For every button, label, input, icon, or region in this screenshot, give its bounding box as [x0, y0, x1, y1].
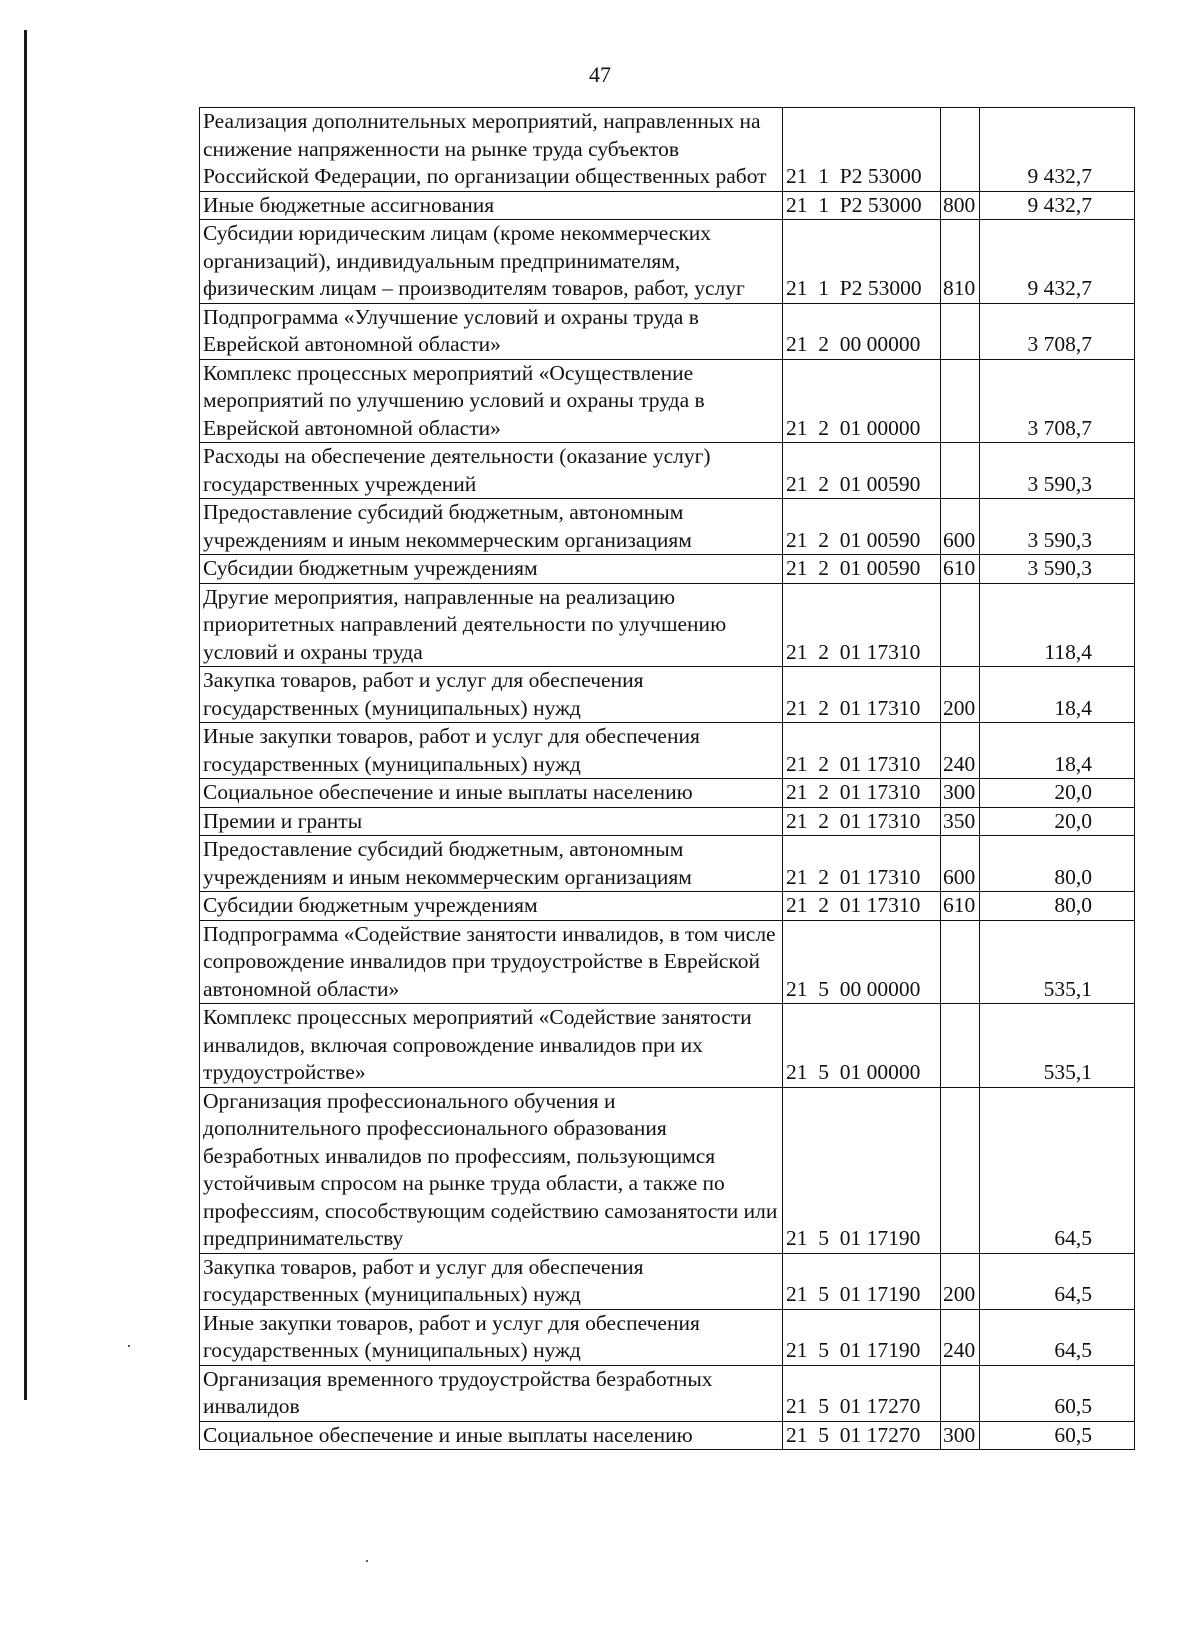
table-row [200, 220, 1135, 304]
row-type-cell: 610 [941, 555, 980, 584]
row-amount-cell: 64,5 [980, 1087, 1135, 1253]
budget-table-body [200, 108, 1135, 1450]
row-name-cell: Расходы на обеспечение деятельности (оказание услуг) государственных учреждений [200, 443, 783, 499]
row-name-cell: Иные закупки товаров, работ и услуг для обеспечения государственных (муниципальных) нужд [200, 1309, 783, 1365]
row-type-cell: 610 [941, 892, 980, 921]
row-name-cell: Комплекс процессных мероприятий «Осуществление мероприятий по улучшению условий и охраны труда в Еврейской автономной области» [200, 359, 783, 443]
row-amount-cell: 20,0 [980, 807, 1135, 836]
row-amount-cell: 3 708,7 [980, 359, 1135, 443]
table-row [200, 555, 1135, 584]
row-name-cell: Социальное обеспечение и иные выплаты населению [200, 1421, 783, 1450]
row-name-cell: Иные закупки товаров, работ и услуг для обеспечения государственных (муниципальных) нужд [200, 723, 783, 779]
row-amount-cell: 535,1 [980, 920, 1135, 1004]
row-amount-cell: 9 432,7 [980, 220, 1135, 304]
row-name-cell: Подпрограмма «Улучшение условий и охраны труда в Еврейской автономной области» [200, 303, 783, 359]
row-code-cell: 21 5 01 17190 [783, 1253, 941, 1309]
row-amount-cell: 9 432,7 [980, 108, 1135, 192]
row-code-cell: 21 2 01 17310 [783, 836, 941, 892]
row-type-cell: 810 [941, 220, 980, 304]
row-type-cell [941, 583, 980, 667]
row-type-cell: 800 [941, 191, 980, 220]
table-row [200, 108, 1135, 192]
row-name-cell: Предоставление субсидий бюджетным, автономным учреждениям и иным некоммерческим организациям [200, 836, 783, 892]
row-amount-cell: 3 708,7 [980, 303, 1135, 359]
row-name-cell: Организация профессионального обучения и дополнительного профессионального образования безработных инвалидов по профессиям, пользующимся устойчивым спросом на рынке труда области, а также по профессиям, способствующим содействию самозанятости или предпринимательству [200, 1087, 783, 1253]
row-amount-cell: 3 590,3 [980, 499, 1135, 555]
row-type-cell: 200 [941, 1253, 980, 1309]
table-row [200, 1087, 1135, 1253]
row-code-cell: 21 1 Р2 53000 [783, 108, 941, 192]
row-amount-cell: 3 590,3 [980, 555, 1135, 584]
table-row [200, 723, 1135, 779]
row-amount-cell: 118,4 [980, 583, 1135, 667]
row-amount-cell: 60,5 [980, 1421, 1135, 1450]
row-code-cell: 21 2 01 17310 [783, 807, 941, 836]
table-row [200, 892, 1135, 921]
row-name-cell: Подпрограмма «Содействие занятости инвалидов, в том числе сопровождение инвалидов при трудоустройстве в Еврейской автономной области» [200, 920, 783, 1004]
table-row [200, 1253, 1135, 1309]
row-name-cell: Другие мероприятия, направленные на реализацию приоритетных направлений деятельности по улучшению условий и охраны труда [200, 583, 783, 667]
table-row [200, 499, 1135, 555]
row-type-cell [941, 108, 980, 192]
row-type-cell: 600 [941, 499, 980, 555]
table-row [200, 667, 1135, 723]
row-type-cell [941, 920, 980, 1004]
row-name-cell: Субсидии бюджетным учреждениям [200, 555, 783, 584]
row-type-cell [941, 1365, 980, 1421]
row-code-cell: 21 2 01 17310 [783, 583, 941, 667]
row-code-cell: 21 2 01 00590 [783, 443, 941, 499]
budget-table [199, 107, 1135, 1450]
row-code-cell: 21 5 00 00000 [783, 920, 941, 1004]
row-amount-cell: 9 432,7 [980, 191, 1135, 220]
row-name-cell: Организация временного трудоустройства безработных инвалидов [200, 1365, 783, 1421]
row-name-cell: Закупка товаров, работ и услуг для обеспечения государственных (муниципальных) нужд [200, 1253, 783, 1309]
row-name-cell: Социальное обеспечение и иные выплаты населению [200, 779, 783, 808]
row-name-cell: Предоставление субсидий бюджетным, автономным учреждениям и иным некоммерческим организациям [200, 499, 783, 555]
row-code-cell: 21 2 01 17310 [783, 779, 941, 808]
table-row [200, 303, 1135, 359]
row-code-cell: 21 2 01 00000 [783, 359, 941, 443]
row-name-cell: Субсидии бюджетным учреждениям [200, 892, 783, 921]
row-amount-cell: 18,4 [980, 667, 1135, 723]
row-amount-cell: 18,4 [980, 723, 1135, 779]
row-code-cell: 21 5 01 17190 [783, 1087, 941, 1253]
row-type-cell [941, 443, 980, 499]
table-row [200, 443, 1135, 499]
page-number: 47 [589, 62, 611, 87]
row-amount-cell: 64,5 [980, 1253, 1135, 1309]
row-type-cell [941, 1004, 980, 1088]
row-amount-cell: 535,1 [980, 1004, 1135, 1088]
table-row [200, 191, 1135, 220]
row-type-cell [941, 1087, 980, 1253]
row-amount-cell: 20,0 [980, 779, 1135, 808]
row-code-cell: 21 2 01 17310 [783, 723, 941, 779]
row-type-cell: 200 [941, 667, 980, 723]
scan-speck [128, 1345, 130, 1347]
row-code-cell: 21 2 00 00000 [783, 303, 941, 359]
row-code-cell: 21 5 01 17270 [783, 1421, 941, 1450]
row-name-cell: Субсидии юридическим лицам (кроме некоммерческих организаций), индивидуальным предпринимателям, физическим лицам – производителям товаров, работ, услуг [200, 220, 783, 304]
row-code-cell: 21 2 01 00590 [783, 499, 941, 555]
table-row [200, 920, 1135, 1004]
table-row [200, 583, 1135, 667]
row-code-cell: 21 5 01 17190 [783, 1309, 941, 1365]
row-code-cell: 21 5 01 17270 [783, 1365, 941, 1421]
row-type-cell [941, 303, 980, 359]
table-row [200, 1421, 1135, 1450]
row-type-cell: 350 [941, 807, 980, 836]
table-row [200, 779, 1135, 808]
row-type-cell: 600 [941, 836, 980, 892]
row-amount-cell: 80,0 [980, 892, 1135, 921]
row-name-cell: Комплекс процессных мероприятий «Содействие занятости инвалидов, включая сопровождение инвалидов при их трудоустройстве» [200, 1004, 783, 1088]
table-row [200, 359, 1135, 443]
row-name-cell: Закупка товаров, работ и услуг для обеспечения государственных (муниципальных) нужд [200, 667, 783, 723]
row-amount-cell: 64,5 [980, 1309, 1135, 1365]
table-row [200, 1004, 1135, 1088]
table-row [200, 1365, 1135, 1421]
table-row [200, 836, 1135, 892]
row-type-cell [941, 359, 980, 443]
row-code-cell: 21 2 01 17310 [783, 667, 941, 723]
row-name-cell: Реализация дополнительных мероприятий, направленных на снижение напряженности на рынке труда субъектов Российской Федерации, по организации общественных работ [200, 108, 783, 192]
row-code-cell: 21 1 Р2 53000 [783, 220, 941, 304]
row-name-cell: Иные бюджетные ассигнования [200, 191, 783, 220]
row-code-cell: 21 1 Р2 53000 [783, 191, 941, 220]
scan-edge-line [24, 30, 27, 1400]
table-row [200, 807, 1135, 836]
row-amount-cell: 3 590,3 [980, 443, 1135, 499]
row-type-cell: 240 [941, 1309, 980, 1365]
table-row [200, 1309, 1135, 1365]
row-name-cell: Премии и гранты [200, 807, 783, 836]
row-type-cell: 300 [941, 1421, 980, 1450]
row-type-cell: 300 [941, 779, 980, 808]
row-code-cell: 21 5 01 00000 [783, 1004, 941, 1088]
row-code-cell: 21 2 01 17310 [783, 892, 941, 921]
row-amount-cell: 80,0 [980, 836, 1135, 892]
scan-speck [366, 1560, 368, 1562]
row-amount-cell: 60,5 [980, 1365, 1135, 1421]
row-code-cell: 21 2 01 00590 [783, 555, 941, 584]
row-type-cell: 240 [941, 723, 980, 779]
